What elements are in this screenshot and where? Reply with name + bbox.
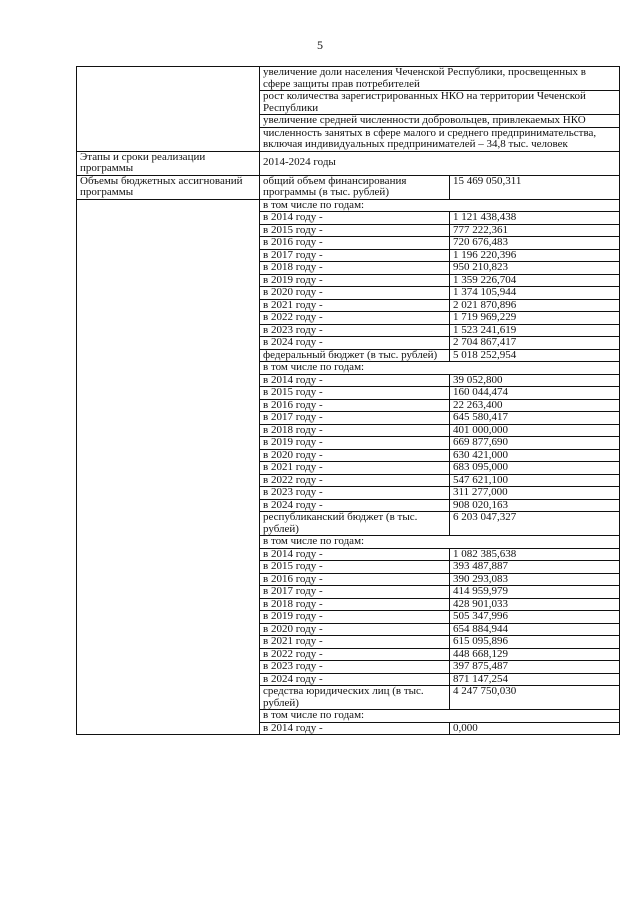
program-passport-table	[76, 66, 620, 735]
year-value: 390 293,083	[450, 573, 620, 586]
year-value: 615 095,896	[450, 636, 620, 649]
year-label: в 2020 году -	[260, 449, 450, 462]
blank-label-cell	[77, 67, 260, 152]
year-value: 505 347,996	[450, 611, 620, 624]
year-label: в 2017 году -	[260, 412, 450, 425]
year-value: 1 359 226,704	[450, 274, 620, 287]
by-years-label: в том числе по годам:	[260, 710, 620, 723]
year-value: 428 901,033	[450, 598, 620, 611]
total-value: 15 469 050,311	[450, 175, 620, 199]
year-value: 0,000	[450, 722, 620, 735]
year-label: в 2018 году -	[260, 424, 450, 437]
year-label: в 2017 году -	[260, 249, 450, 262]
year-label: в 2021 году -	[260, 299, 450, 312]
by-years-row	[77, 199, 620, 212]
year-label: в 2017 году -	[260, 586, 450, 599]
page-number: 5	[317, 38, 323, 52]
year-label: в 2018 году -	[260, 262, 450, 275]
republic-budget-value: 6 203 047,327	[450, 512, 620, 536]
by-years-label: в том числе по годам:	[260, 199, 620, 212]
year-value: 2 021 870,896	[450, 299, 620, 312]
year-value: 908 020,163	[450, 499, 620, 512]
stages-value: 2014-2024 годы	[260, 151, 620, 175]
year-label: в 2018 году -	[260, 598, 450, 611]
year-value: 630 421,000	[450, 449, 620, 462]
year-label: в 2015 году -	[260, 224, 450, 237]
year-label: в 2020 году -	[260, 623, 450, 636]
year-value: 39 052,800	[450, 374, 620, 387]
year-value: 777 222,361	[450, 224, 620, 237]
year-label: в 2015 году -	[260, 561, 450, 574]
legal-entities-label: средства юридических лиц (в тыс. рублей)	[260, 686, 450, 710]
indicator-text: численность занятых в сфере малого и среднего предпринимательства, включая индивидуальных предпринимателей – 34,8 тыс. человек	[260, 127, 620, 151]
year-label: в 2023 году -	[260, 661, 450, 674]
indicator-text: увеличение доли населения Чеченской Республики, просвещенных в сфере защиты прав потребителей	[260, 67, 620, 91]
year-label: в 2016 году -	[260, 237, 450, 250]
year-value: 1 196 220,396	[450, 249, 620, 262]
year-label: в 2020 году -	[260, 287, 450, 300]
year-label: в 2023 году -	[260, 487, 450, 500]
federal-budget-value: 5 018 252,954	[450, 349, 620, 362]
year-value: 547 621,100	[450, 474, 620, 487]
year-label: в 2024 году -	[260, 499, 450, 512]
stages-label: Этапы и сроки реализации программы	[77, 151, 260, 175]
year-label: в 2022 году -	[260, 312, 450, 325]
year-label: в 2021 году -	[260, 636, 450, 649]
year-value: 393 487,887	[450, 561, 620, 574]
year-label: в 2016 году -	[260, 573, 450, 586]
year-label: в 2019 году -	[260, 437, 450, 450]
year-label: в 2022 году -	[260, 648, 450, 661]
indicator-text: увеличение средней численности добровольцев, привлекаемых НКО	[260, 115, 620, 128]
by-years-label: в том числе по годам:	[260, 362, 620, 375]
year-value: 950 210,823	[450, 262, 620, 275]
year-value: 1 121 438,438	[450, 212, 620, 225]
blank-label-cell	[77, 199, 260, 735]
year-value: 2 704 867,417	[450, 337, 620, 350]
year-value: 160 044,474	[450, 387, 620, 400]
legal-entities-value: 4 247 750,030	[450, 686, 620, 710]
year-value: 311 277,000	[450, 487, 620, 500]
year-value: 397 875,487	[450, 661, 620, 674]
year-label: в 2021 году -	[260, 462, 450, 475]
year-value: 1 082 385,638	[450, 548, 620, 561]
year-label: в 2019 году -	[260, 274, 450, 287]
year-value: 1 374 105,944	[450, 287, 620, 300]
year-label: в 2019 году -	[260, 611, 450, 624]
year-value: 645 580,417	[450, 412, 620, 425]
stages-row	[77, 151, 620, 175]
year-label: в 2015 году -	[260, 387, 450, 400]
year-value: 1 523 241,619	[450, 324, 620, 337]
year-value: 448 668,129	[450, 648, 620, 661]
indicator-row	[77, 67, 620, 91]
year-label: в 2014 году -	[260, 548, 450, 561]
year-value: 871 147,254	[450, 673, 620, 686]
year-value: 720 676,483	[450, 237, 620, 250]
budget-total-row	[77, 175, 620, 199]
year-label: в 2023 году -	[260, 324, 450, 337]
year-value: 414 959,979	[450, 586, 620, 599]
by-years-label: в том числе по годам:	[260, 536, 620, 549]
year-label: в 2014 году -	[260, 212, 450, 225]
year-value: 654 884,944	[450, 623, 620, 636]
year-label: в 2024 году -	[260, 673, 450, 686]
year-value: 1 719 969,229	[450, 312, 620, 325]
year-value: 683 095,000	[450, 462, 620, 475]
year-label: в 2014 году -	[260, 374, 450, 387]
republic-budget-label: республиканский бюджет (в тыс. рублей)	[260, 512, 450, 536]
year-label: в 2022 году -	[260, 474, 450, 487]
total-label: общий объем финансирования программы (в тыс. рублей)	[260, 175, 450, 199]
year-label: в 2024 году -	[260, 337, 450, 350]
year-value: 669 877,690	[450, 437, 620, 450]
year-label: в 2016 году -	[260, 399, 450, 412]
indicator-text: рост количества зарегистрированных НКО на территории Чеченской Республики	[260, 91, 620, 115]
year-value: 401 000,000	[450, 424, 620, 437]
federal-budget-label: федеральный бюджет (в тыс. рублей)	[260, 349, 450, 362]
year-value: 22 263,400	[450, 399, 620, 412]
year-label: в 2014 году -	[260, 722, 450, 735]
budget-label: Объемы бюджетных ассигнований программы	[77, 175, 260, 199]
